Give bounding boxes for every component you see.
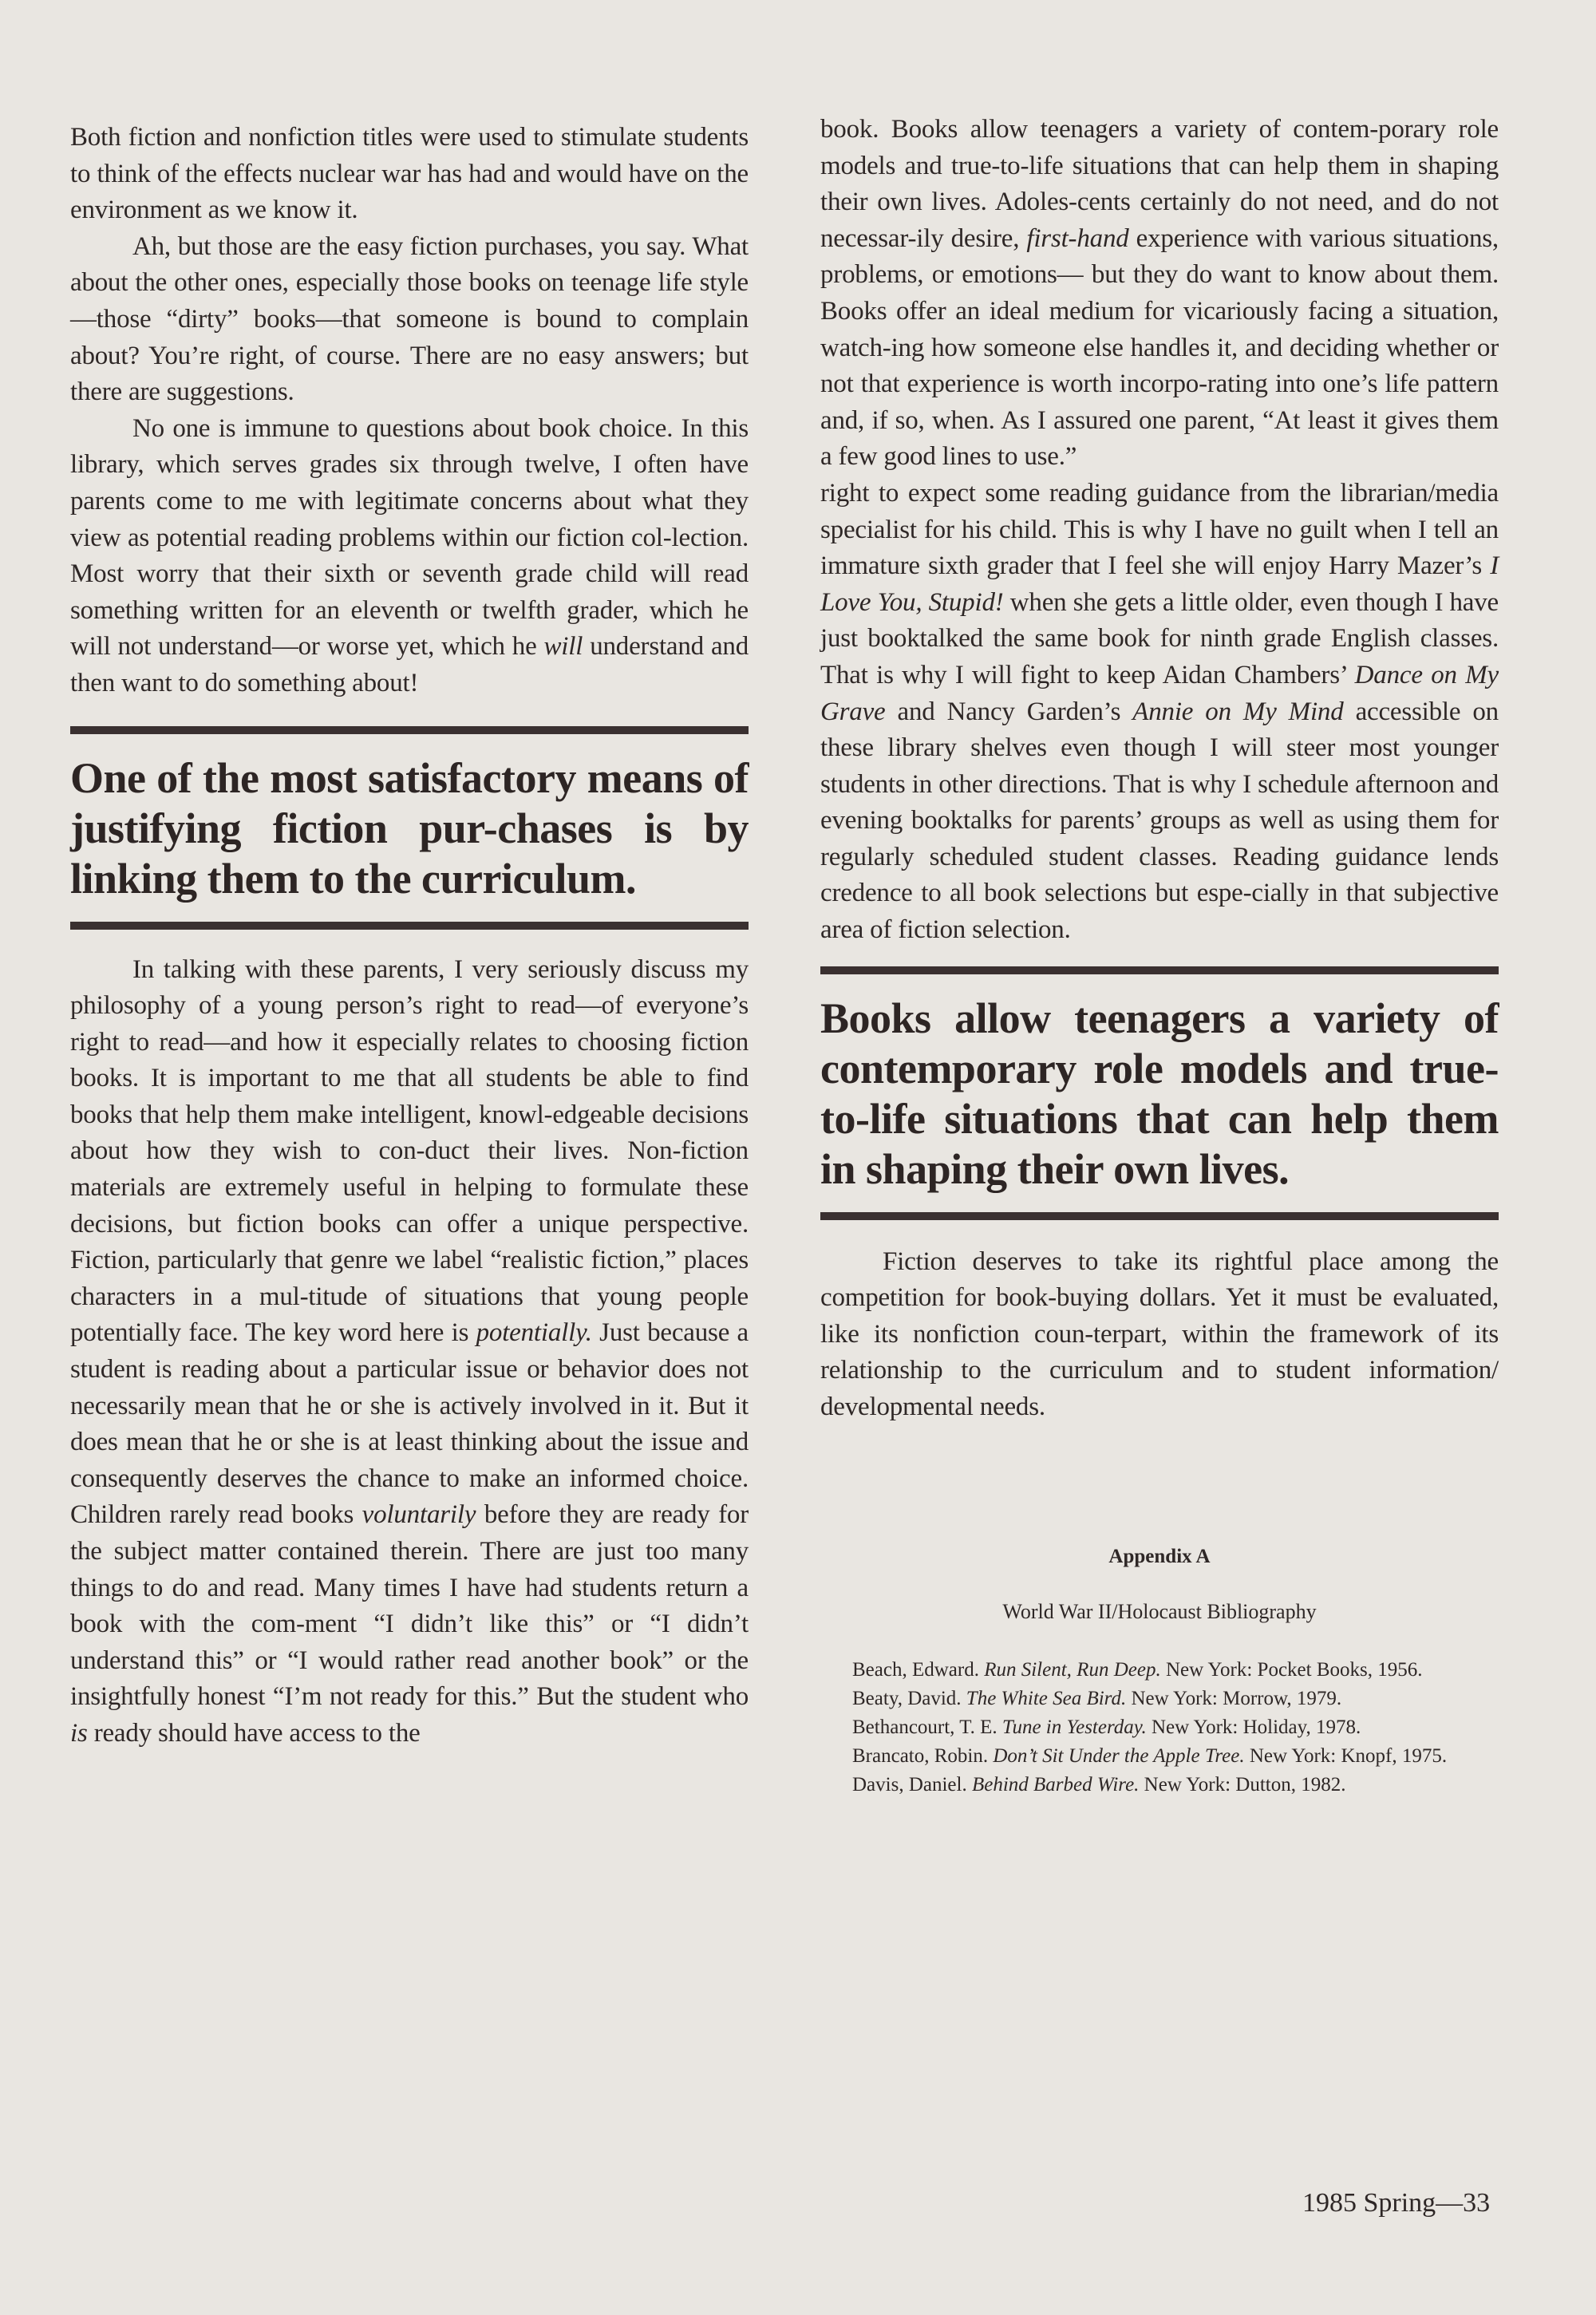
book-title-annie-on-my-mind: Annie on My Mind [1132, 697, 1344, 726]
text-run: Just because a student is reading about a particular issue or behavior does not necessarily mean that he or she is actively involved in it. But it does mean that he or she is at least thinking about the issue and consequently deserves the chance to make an informed choice. Children rarely read books [70, 1318, 749, 1530]
entry-title: Tune in Yesterday. [1001, 1716, 1147, 1738]
emphasis-will: will [543, 632, 583, 662]
pullquote-curriculum: One of the most satisfactory means of justifying fiction pur-chases is by linking them to the curriculum. [70, 753, 749, 903]
entry-title: Don’t Sit Under the Apple Tree. [993, 1744, 1245, 1767]
entry-author: Davis, Daniel. [852, 1773, 967, 1796]
paragraph-reading-guidance [820, 476, 1499, 949]
paragraph-nuclear-war: Both fiction and nonfiction titles were used to stimulate students to think of the effects nuclear war has had and would have on the environment as we know it. [70, 123, 749, 225]
text-run: before they are ready for the subject matter contained therein. There are just too many things to do and read. Many times I have had students return a book with the com-ment “I didn’t like this” or “I didn’t understand this” or “I would rather read another book” or the insightfully honest “I’m not ready for this.” But the student who [70, 1500, 749, 1712]
entry-title: Behind Barbed Wire. [971, 1773, 1140, 1796]
page-folio: 1985 Spring—33 [1302, 2188, 1491, 2218]
paragraph-immune-to-questions [70, 411, 749, 702]
bibliography-entry [852, 1685, 1499, 1713]
text-run: when she gets a little older, even though I have just booktalked the same book for ninth grade English classes. That is why I will fight to keep Aidan Chambers’ [820, 587, 1499, 689]
entry-author: Brancato, Robin. [852, 1744, 989, 1767]
paragraph-easy-purchases: Ah, but those are the easy fiction purchases, you say. What about the other ones, especially those books on teenage life style—those “dirty” books—that someone is bound to complain about? You’re right, of course. There are no easy answers; but there are suggestions. [70, 231, 749, 407]
appendix [820, 1546, 1499, 1799]
pullquote-rule-bottom [70, 922, 749, 930]
entry-author: Beaty, David. [852, 1687, 962, 1709]
paragraph-talking-with-parents [70, 952, 749, 1752]
pullquote-role-models: Books allow teenagers a variety of contemporary role models and true-to-life situations that can help them in shaping their own lives. [820, 994, 1499, 1193]
bibliography-entry [852, 1771, 1499, 1799]
bibliography-entry [852, 1713, 1499, 1742]
entry-publisher: New York: Pocket Books, 1956. [1165, 1658, 1423, 1681]
text-run: and Nancy Garden’s [897, 697, 1121, 726]
pullquote-rule-bottom [820, 1212, 1499, 1220]
emphasis-first-hand: first-hand [1026, 223, 1129, 253]
text-run: book. Books allow teenagers a variety of contem-porary role models and true-to-life situations that can help them in shaping their own lives. Adoles-cents certainly do not need, and do not necessar-ily desire, [820, 115, 1499, 253]
book-title-i-love-you-stupid: I Love You, Stupid! [820, 551, 1499, 617]
pullquote-rule-top [820, 966, 1499, 974]
text-run: right to expect some reading guidance from the librarian/media specialist for his child. This is why I have no guilt when I tell an immature sixth grader that I feel she will enjoy Harry Mazer’s [820, 478, 1499, 581]
text-run: understand and then want to do something about! [70, 632, 749, 697]
text-run: No one is immune to questions about book choice. In this library, which serves grades six through twelve, I often have parents come to me with legitimate concerns about what they view as potential reading problems within our fiction col-lection. Most worry that their sixth or seventh grade child will read something written for an eleventh or twelfth grader, which he will not understand—or worse yet, which he [70, 413, 749, 662]
text-run: accessible on these library shelves even though I will steer most younger students in other directions. That is why I schedule afternoon and evening booktalks for parents’ groups as well as using them for regularly scheduled student classes. Reading guidance lends credence to all book selections but espe-cially in that subjective area of fiction selection. [820, 697, 1499, 945]
entry-title: Run Silent, Run Deep. [984, 1658, 1161, 1681]
paragraph-role-models [820, 112, 1499, 476]
left-column [70, 120, 749, 1752]
book-title-dance-on-my-grave: Dance on My Grave [820, 660, 1499, 726]
paragraph-closing: Fiction deserves to take its rightful place among the competition for book-buying dollars. Yet it must be evaluated, like its nonfiction coun-terpart, within the framework of its relationship to the curriculum and to student information/ developmental needs. [820, 1246, 1499, 1422]
text-run: In talking with these parents, I very seriously discuss my philosophy of a young person’s right to read—of everyone’s right to read—and how it especially relates to choosing fiction books. It is important to me that all students be able to find books that help them make intelligent, knowl-edgeable decisions about how they wish to con-duct their lives. Non-fiction materials are extremely useful in helping to formulate these decisions, but fiction books can offer a unique perspective. Fiction, particularly that genre we label “realistic fiction,” places characters in a mul-titude of situations that young people potentially face. The key word here is [70, 954, 749, 1348]
entry-publisher: New York: Dutton, 1982. [1144, 1773, 1346, 1796]
entry-author: Bethancourt, T. E. [852, 1716, 998, 1738]
right-column [820, 112, 1499, 1799]
entry-publisher: New York: Knopf, 1975. [1249, 1744, 1448, 1767]
appendix-title: Appendix A [1108, 1545, 1211, 1567]
text-run: experience with various situations, problems, or emotions— but they do want to know about them. Books offer an ideal medium for vicariously facing a situation, watch-ing how someone else handles it, and deciding whether or not that experience is worth incorpo-rating into one’s life pattern and, if so, when. As I assured one parent, “At least it gives them a few good lines to use.” [820, 223, 1499, 472]
entry-author: Beach, Edward. [852, 1658, 979, 1681]
appendix-subtitle: World War II/Holocaust Bibliography [1002, 1599, 1317, 1623]
entry-publisher: New York: Holiday, 1978. [1151, 1716, 1361, 1738]
entry-publisher: New York: Morrow, 1979. [1131, 1687, 1342, 1709]
bibliography-list [820, 1656, 1499, 1799]
bibliography-entry [852, 1656, 1499, 1685]
emphasis-voluntarily: voluntarily [361, 1500, 476, 1530]
emphasis-is: is [70, 1718, 88, 1748]
entry-title: The White Sea Bird. [966, 1687, 1127, 1709]
emphasis-potentially: potentially. [476, 1318, 592, 1348]
pullquote-rule-top [70, 726, 749, 734]
text-run: ready should have access to the [93, 1718, 421, 1748]
bibliography-entry [852, 1742, 1499, 1771]
